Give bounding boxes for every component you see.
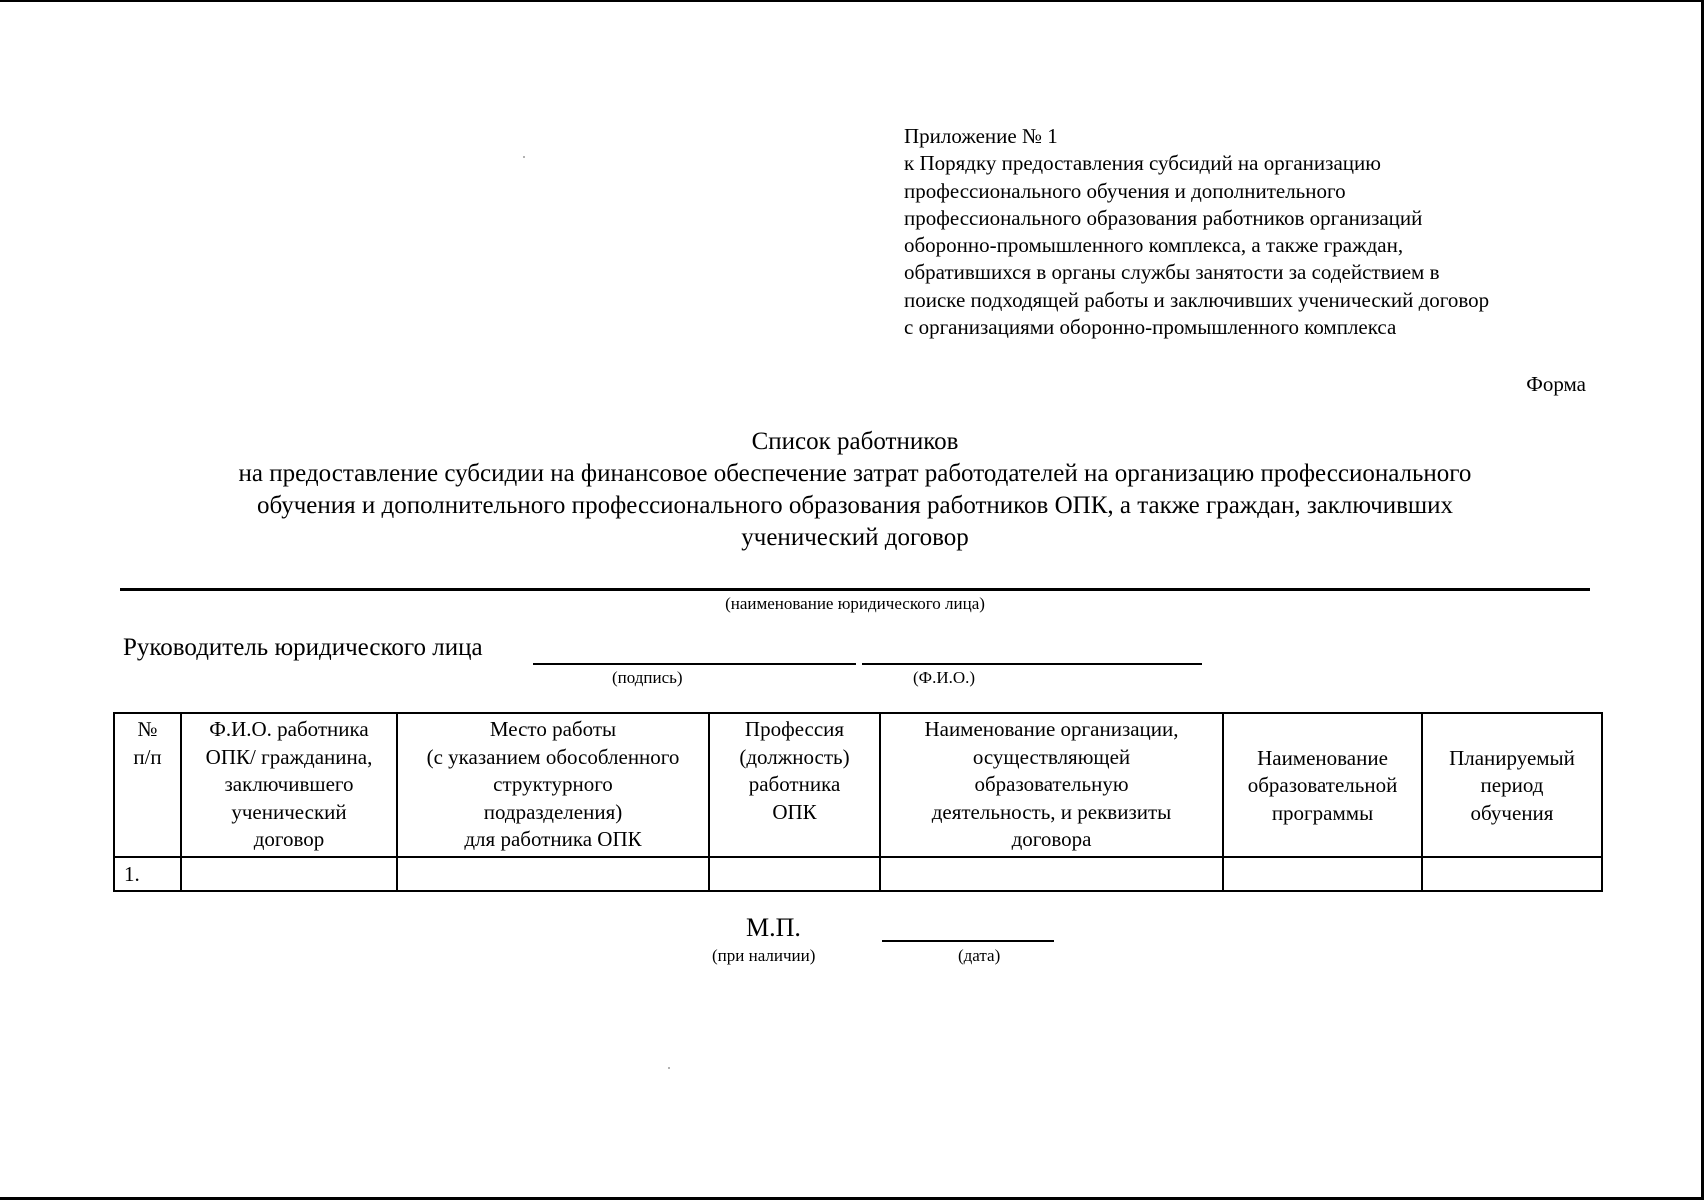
stamp-caption: (при наличии): [712, 946, 816, 965]
col-header-training-period: Планируемый период обучения: [1422, 713, 1602, 857]
table-row: [114, 857, 1602, 891]
director-label: Руководитель юридического лица: [123, 634, 483, 661]
col-header-employee-name: Ф.И.О. работника ОПК/ гражданина, заключившего ученический договор: [181, 713, 397, 857]
employees-table: [113, 712, 1603, 892]
appendix-line: Приложение № 1: [904, 124, 1058, 148]
table-cell: [1422, 857, 1602, 891]
date-line: [882, 940, 1054, 942]
table-cell: 1.: [114, 857, 181, 891]
col-header-workplace: Место работы (с указанием обособленного структурного подразделения) для работника ОПК: [397, 713, 709, 857]
appendix-line: профессионального образования работников организаций: [904, 205, 1423, 230]
appendix-line: оборонно-промышленного комплекса, а также граждан,: [904, 233, 1404, 258]
table-cell: [181, 857, 397, 891]
org-name-caption: (наименование юридического лица): [725, 594, 985, 613]
director-name-caption: (Ф.И.О.): [913, 668, 976, 687]
signature-line: [533, 663, 856, 665]
appendix-line: профессионального обучения и дополнительного: [904, 178, 1346, 203]
date-caption: (дата): [958, 946, 1001, 965]
scan-speck: [523, 156, 525, 158]
page-border-top: [0, 0, 1704, 2]
col-header-number: № п/п: [114, 713, 181, 857]
appendix-line: с организациями оборонно-промышленного комплекса: [904, 315, 1397, 340]
col-header-profession: Профессия (должность) работника ОПК: [709, 713, 880, 857]
org-name-line: [120, 588, 1590, 591]
signature-caption: (подпись): [612, 668, 683, 687]
document-subtitle-line: на предоставление субсидии на финансовое обеспечение затрат работодателей на организацию профессионального: [238, 460, 1472, 487]
stamp-label: М.П.: [746, 913, 801, 942]
appendix-block: [904, 123, 1604, 341]
col-header-program: Наименование образовательной программы: [1223, 713, 1422, 857]
director-name-line: [862, 663, 1202, 665]
table-cell: [1223, 857, 1422, 891]
appendix-line: обратившихся в органы службы занятости за содействием в: [904, 260, 1440, 285]
document-subtitle-line: ученический договор: [741, 524, 969, 551]
table-cell: [880, 857, 1223, 891]
scan-speck: [668, 1067, 670, 1069]
table-cell: [397, 857, 709, 891]
document-title: Список работников: [751, 428, 959, 455]
form-label: Форма: [1526, 372, 1586, 396]
table-header-row: [114, 713, 1602, 857]
document-subtitle-line: обучения и дополнительного профессионального образования работников ОПК, а также граждан, заключивших: [256, 492, 1454, 519]
col-header-educational-org: Наименование организации, осуществляющей образовательную деятельность, и реквизиты договора: [880, 713, 1223, 857]
appendix-line: к Порядку предоставления субсидий на организацию: [904, 151, 1381, 176]
table-cell: [709, 857, 880, 891]
appendix-line: поиске подходящей работы и заключивших ученический договор: [904, 287, 1490, 312]
